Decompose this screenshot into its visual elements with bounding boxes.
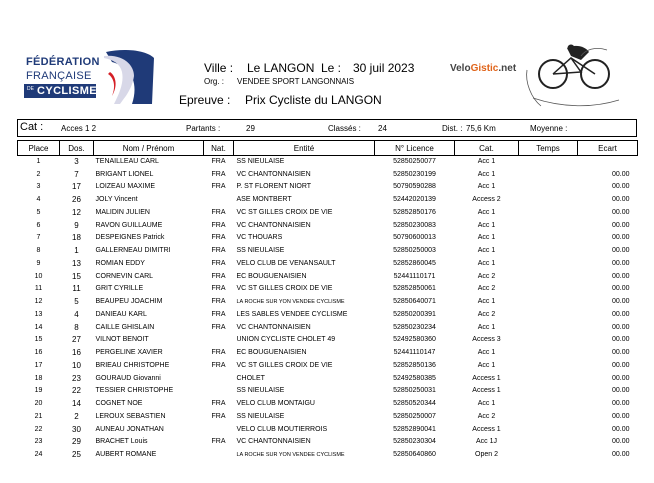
cell-nationality xyxy=(204,449,234,462)
cell-time xyxy=(519,245,578,258)
cell-gap: 00.00 xyxy=(611,170,630,178)
cell-place: 16 xyxy=(34,349,43,357)
table-row xyxy=(18,372,638,385)
cell-place: 2 xyxy=(36,170,41,178)
cell-name: AUNEAU JONATHAN xyxy=(95,425,164,433)
cell-place: 5 xyxy=(36,208,41,216)
cell-time xyxy=(519,207,578,220)
cell-gap: 00.00 xyxy=(611,323,630,331)
cell-time xyxy=(519,423,578,436)
cell-entity: LA ROCHE SUR YON VENDEE CYCLISME xyxy=(236,299,345,306)
federation-logo-line1: FÉDÉRATION xyxy=(26,56,100,68)
cell-name: BRIEAU CHRISTOPHE xyxy=(95,361,170,369)
table-row xyxy=(18,232,638,245)
cell-dossard: 7 xyxy=(74,169,79,179)
cell-licence: 50790600013 xyxy=(393,234,436,242)
distance-value: 75,6 Km xyxy=(466,124,496,133)
cell-gap: 00.00 xyxy=(611,438,630,446)
cell-dossard: 3 xyxy=(74,157,79,167)
cell-nationality: FRA xyxy=(211,234,226,242)
cell-nationality: FRA xyxy=(211,412,226,420)
cell-place: 3 xyxy=(36,183,41,191)
cell-licence: 52852850061 xyxy=(393,285,436,293)
column-header-time: Temps xyxy=(519,141,578,156)
race-name: Prix Cycliste du LANGON xyxy=(245,93,382,107)
velogistic-part3: .net xyxy=(498,63,517,74)
cell-category: Acc 1 xyxy=(477,349,496,357)
cell-nationality xyxy=(204,194,234,207)
race-info-bar xyxy=(17,119,637,137)
cell-dossard: 12 xyxy=(72,207,81,217)
table-row xyxy=(18,360,638,373)
cell-name: GALLERNEAU DIMITRI xyxy=(95,247,171,255)
cell-licence: 52850640860 xyxy=(393,451,436,459)
distance-label: Dist. : xyxy=(442,124,463,133)
results-table xyxy=(17,140,638,462)
cell-time xyxy=(519,385,578,398)
cell-category: Acc 1 xyxy=(477,208,496,216)
organizer-value: VENDEE SPORT LANGONNAIS xyxy=(237,77,355,86)
cell-category: Acc 1 xyxy=(477,361,496,369)
cell-name: DESPEIGNES Patrick xyxy=(95,234,165,242)
cell-licence: 52852860045 xyxy=(393,259,436,267)
cell-dossard: 25 xyxy=(72,450,81,460)
federation-swoosh-icon xyxy=(94,46,158,110)
cell-place: 11 xyxy=(34,285,43,293)
cell-gap: 00.00 xyxy=(611,208,630,216)
column-header-place: Place xyxy=(18,141,60,156)
table-row xyxy=(18,168,638,181)
cell-licence: 52492580385 xyxy=(393,374,436,382)
cell-entity: CHOLET xyxy=(236,374,265,382)
velogistic-logo xyxy=(450,63,516,74)
cell-place: 6 xyxy=(36,221,41,229)
cell-time xyxy=(519,232,578,245)
cell-gap: 00.00 xyxy=(611,272,630,280)
cell-licence: 52852850176 xyxy=(393,208,436,216)
cell-dossard: 14 xyxy=(72,399,81,409)
cell-entity: VC CHANTONNAISIEN xyxy=(236,221,311,229)
cell-dossard: 9 xyxy=(74,220,79,230)
cell-nationality: FRA xyxy=(211,361,226,369)
cell-time xyxy=(519,411,578,424)
cell-name: ROMIAN EDDY xyxy=(95,259,145,267)
race-label: Epreuve : xyxy=(179,93,231,107)
cell-category: Acc 1 xyxy=(477,234,496,242)
cell-place: 24 xyxy=(34,451,43,459)
cell-entity: P. ST FLORENT NIORT xyxy=(236,183,312,191)
column-header-category: Cat. xyxy=(455,141,519,156)
cell-place: 7 xyxy=(36,234,41,242)
cell-dossard: 10 xyxy=(72,360,81,370)
ville-value: Le LANGON xyxy=(247,61,315,75)
cell-licence: 52852890041 xyxy=(393,425,436,433)
cell-gap: 00.00 xyxy=(611,285,630,293)
cell-place: 10 xyxy=(34,272,43,280)
table-row xyxy=(18,283,638,296)
cell-name: BRIGANT LIONEL xyxy=(95,170,154,178)
cell-licence: 52850250077 xyxy=(393,158,436,166)
cell-gap: 00.00 xyxy=(611,259,630,267)
table-row xyxy=(18,245,638,258)
cell-entity: VELO CLUB DE VENANSAULT xyxy=(236,259,336,267)
cell-place: 18 xyxy=(34,374,43,382)
cell-time xyxy=(519,181,578,194)
cell-entity: EC BOUGUENAISIEN xyxy=(236,349,307,357)
cell-name: LOIZEAU MAXIME xyxy=(95,183,156,191)
cell-dossard: 4 xyxy=(74,309,79,319)
cell-time xyxy=(519,194,578,207)
cell-entity: VC ST GILLES CROIX DE VIE xyxy=(236,285,333,293)
cell-place: 15 xyxy=(34,336,43,344)
table-row xyxy=(18,207,638,220)
cell-dossard: 1 xyxy=(74,246,79,256)
cell-category: Access 2 xyxy=(472,196,501,204)
cell-name: CAILLE GHISLAIN xyxy=(95,323,155,331)
table-row xyxy=(18,270,638,283)
cell-time xyxy=(519,360,578,373)
classes-value: 24 xyxy=(378,124,387,133)
cell-licence: 52441110147 xyxy=(393,349,436,357)
cell-nationality xyxy=(204,372,234,385)
cell-nationality: FRA xyxy=(211,272,226,280)
cell-category: Access 1 xyxy=(472,374,501,382)
cell-nationality: FRA xyxy=(211,259,226,267)
cell-gap: 00.00 xyxy=(611,196,630,204)
cell-licence: 52850250007 xyxy=(393,412,436,420)
cell-category: Acc 1 xyxy=(477,170,496,178)
cell-category: Acc 1 xyxy=(477,298,496,306)
cell-category: Acc 2 xyxy=(477,285,496,293)
cell-dossard: 26 xyxy=(72,195,81,205)
cell-licence: 52850230083 xyxy=(393,221,436,229)
cell-dossard: 13 xyxy=(72,258,81,268)
federation-logo-cyclisme: CYCLISME xyxy=(37,85,98,97)
cell-gap: 00.00 xyxy=(611,349,630,357)
cell-time xyxy=(519,436,578,449)
cell-gap: 00.00 xyxy=(611,234,630,242)
table-row xyxy=(18,156,638,169)
cell-time xyxy=(519,283,578,296)
column-header-nationality: Nat. xyxy=(204,141,234,156)
table-row xyxy=(18,423,638,436)
cell-entity: VC ST GILLES CROIX DE VIE xyxy=(236,361,333,369)
cell-place: 9 xyxy=(36,259,41,267)
category-label: Cat : xyxy=(20,121,44,133)
cell-name: DANIEAU KARL xyxy=(95,310,147,318)
cell-nationality: FRA xyxy=(211,170,226,178)
cell-licence: 52850250003 xyxy=(393,247,436,255)
cell-place: 14 xyxy=(34,323,43,331)
cell-category: Acc 2 xyxy=(477,272,496,280)
cell-dossard: 23 xyxy=(72,373,81,383)
partants-label: Partants : xyxy=(186,124,221,133)
cell-entity: LA ROCHE SUR YON VENDEE CYCLISME xyxy=(236,452,345,459)
cell-licence: 52850230199 xyxy=(393,170,436,178)
table-row xyxy=(18,219,638,232)
cell-entity: VC CHANTONNAISIEN xyxy=(236,438,311,446)
table-row xyxy=(18,309,638,322)
cell-name: BEAUPEU JOACHIM xyxy=(95,298,163,306)
cell-nationality: FRA xyxy=(211,158,226,166)
cell-time xyxy=(519,219,578,232)
cell-dossard: 11 xyxy=(72,284,81,294)
cell-name: BRACHET Louis xyxy=(95,438,148,446)
club-cyclist-logo-icon xyxy=(523,42,623,114)
cell-category: Acc 2 xyxy=(477,310,496,318)
cell-dossard: 5 xyxy=(74,297,79,307)
cell-nationality: FRA xyxy=(211,310,226,318)
cell-nationality: FRA xyxy=(211,298,226,306)
cell-place: 1 xyxy=(36,158,41,166)
cell-place: 4 xyxy=(36,196,41,204)
cell-place: 17 xyxy=(34,361,43,369)
cell-time xyxy=(519,156,578,169)
cell-nationality: FRA xyxy=(211,400,226,408)
cell-place: 12 xyxy=(34,298,43,306)
cell-dossard: 8 xyxy=(74,322,79,332)
cell-dossard: 30 xyxy=(72,424,81,434)
cell-gap: 00.00 xyxy=(611,387,630,395)
cell-gap: 00.00 xyxy=(611,247,630,255)
cell-place: 19 xyxy=(34,387,43,395)
cell-entity: VC CHANTONNAISIEN xyxy=(236,170,311,178)
cell-name: MALIDIN JULIEN xyxy=(95,208,150,216)
cell-name: CORNEVIN CARL xyxy=(95,272,154,280)
cell-name: TENAILLEAU CARL xyxy=(95,158,159,166)
federation-logo-line2: FRANÇAISE xyxy=(26,70,92,82)
cell-name: PERGELINE XAVIER xyxy=(95,349,163,357)
cell-dossard: 2 xyxy=(74,411,79,421)
cell-name: AUBERT ROMANE xyxy=(95,451,157,459)
cell-licence: 52850250031 xyxy=(393,387,436,395)
cell-entity: SS NIEULAISE xyxy=(236,387,285,395)
cell-licence: 52850230234 xyxy=(393,323,436,331)
cell-nationality xyxy=(204,334,234,347)
cell-licence: 52850520344 xyxy=(393,400,436,408)
column-header-gap: Ecart xyxy=(578,141,638,156)
cell-licence: 50790590288 xyxy=(393,183,436,191)
moyenne-label: Moyenne : xyxy=(530,124,568,133)
cell-category: Access 1 xyxy=(472,387,501,395)
cell-name: COGNET NOE xyxy=(95,400,143,408)
cell-gap: 00.00 xyxy=(611,183,630,191)
cell-entity: VC ST GILLES CROIX DE VIE xyxy=(236,208,333,216)
date-value: 30 juil 2023 xyxy=(353,61,415,75)
category-value: Acces 1 2 xyxy=(61,124,97,133)
cell-entity: VELO CLUB MONTAIGU xyxy=(236,400,315,408)
cell-category: Access 1 xyxy=(472,425,501,433)
table-row xyxy=(18,296,638,309)
cell-gap: 00.00 xyxy=(611,310,630,318)
cell-gap xyxy=(578,156,638,169)
cell-gap: 00.00 xyxy=(611,400,630,408)
cell-time xyxy=(519,372,578,385)
cell-time xyxy=(519,449,578,462)
cell-gap: 00.00 xyxy=(611,425,630,433)
cell-licence: 52850200391 xyxy=(393,310,436,318)
cell-name: RAVON GUILLAUME xyxy=(95,221,163,229)
cell-time xyxy=(519,398,578,411)
cell-time xyxy=(519,321,578,334)
cell-nationality: FRA xyxy=(211,438,226,446)
cell-category: Acc 1 xyxy=(477,323,496,331)
cell-category: Acc 1 xyxy=(477,259,496,267)
cell-nationality xyxy=(204,423,234,436)
cell-dossard: 29 xyxy=(72,437,81,447)
cell-entity: ASE MONTBERT xyxy=(236,196,292,204)
column-header-dossard: Dos. xyxy=(60,141,94,156)
cell-place: 20 xyxy=(34,400,43,408)
cell-time xyxy=(519,309,578,322)
cell-licence: 52852850136 xyxy=(393,361,436,369)
table-row xyxy=(18,449,638,462)
cell-nationality xyxy=(204,385,234,398)
cell-place: 22 xyxy=(34,425,43,433)
cell-name: JOLY Vincent xyxy=(95,196,138,204)
cell-place: 21 xyxy=(34,412,43,420)
velogistic-part2: Gistic xyxy=(470,63,499,74)
cell-licence: 52850230304 xyxy=(393,438,436,446)
cell-licence: 52492580360 xyxy=(393,336,436,344)
table-row xyxy=(18,385,638,398)
cell-licence: 52441110171 xyxy=(393,272,436,280)
cell-category: Access 3 xyxy=(472,336,501,344)
cell-category: Acc 1 xyxy=(477,158,496,166)
cell-entity: VELO CLUB MOUTIERROIS xyxy=(236,425,328,433)
table-row xyxy=(18,398,638,411)
cell-place: 8 xyxy=(36,247,41,255)
results-table-body xyxy=(18,156,638,462)
cell-time xyxy=(519,270,578,283)
cell-time xyxy=(519,258,578,271)
cell-gap: 00.00 xyxy=(611,451,630,459)
cell-entity: SS NIEULAISE xyxy=(236,412,285,420)
cell-name: GOURAUD Giovanni xyxy=(95,374,161,382)
cell-dossard: 15 xyxy=(72,271,81,281)
table-row xyxy=(18,334,638,347)
column-header-name: Nom / Prénom xyxy=(94,141,204,156)
cell-gap: 00.00 xyxy=(611,298,630,306)
federation-logo-de: DE xyxy=(27,86,34,92)
cell-entity: VC CHANTONNAISIEN xyxy=(236,323,311,331)
table-header-row xyxy=(18,141,638,156)
cell-time xyxy=(519,334,578,347)
cell-dossard: 22 xyxy=(72,386,81,396)
cell-nationality: FRA xyxy=(211,247,226,255)
cell-entity: SS NIEULAISE xyxy=(236,158,285,166)
table-row xyxy=(18,194,638,207)
cell-category: Open 2 xyxy=(475,451,498,459)
cell-name: LEROUX SEBASTIEN xyxy=(95,412,166,420)
column-header-entity: Entité xyxy=(234,141,375,156)
table-row xyxy=(18,347,638,360)
ville-label: Ville : xyxy=(204,61,234,75)
cell-nationality: FRA xyxy=(211,323,226,331)
cell-category: Acc 1 xyxy=(477,183,496,191)
cell-gap: 00.00 xyxy=(611,221,630,229)
date-label: Le : xyxy=(321,61,342,75)
cell-gap: 00.00 xyxy=(611,412,630,420)
table-row xyxy=(18,258,638,271)
cell-entity: LES SABLES VENDEE CYCLISME xyxy=(236,310,348,318)
table-row xyxy=(18,181,638,194)
cell-entity: VC THOUARS xyxy=(236,234,283,242)
cell-dossard: 17 xyxy=(72,182,81,192)
cell-nationality: FRA xyxy=(211,349,226,357)
cell-name: TESSIER CHRISTOPHE xyxy=(95,387,174,395)
cell-nationality: FRA xyxy=(211,221,226,229)
cell-category: Acc 1J xyxy=(475,438,497,446)
cell-dossard: 16 xyxy=(72,348,81,358)
cell-name: GRIT CYRILLE xyxy=(95,285,144,293)
cell-licence: 52850640071 xyxy=(393,298,436,306)
table-row xyxy=(18,411,638,424)
cell-nationality: FRA xyxy=(211,208,226,216)
column-header-licence: N° Licence xyxy=(375,141,455,156)
cell-dossard: 18 xyxy=(72,233,81,243)
cell-nationality: FRA xyxy=(211,183,226,191)
cell-gap: 00.00 xyxy=(611,336,630,344)
cell-entity: EC BOUGUENAISIEN xyxy=(236,272,307,280)
cell-time xyxy=(519,168,578,181)
cell-licence: 52442020139 xyxy=(393,196,436,204)
velogistic-part1: Velo xyxy=(450,63,471,74)
cell-dossard: 27 xyxy=(72,335,81,345)
cell-time xyxy=(519,347,578,360)
cell-entity: UNION CYCLISTE CHOLET 49 xyxy=(236,336,336,344)
table-row xyxy=(18,321,638,334)
cell-category: Acc 1 xyxy=(477,221,496,229)
cell-gap: 00.00 xyxy=(611,361,630,369)
cell-place: 23 xyxy=(34,438,43,446)
cell-category: Acc 2 xyxy=(477,412,496,420)
cell-nationality: FRA xyxy=(211,285,226,293)
table-row xyxy=(18,436,638,449)
partants-value: 29 xyxy=(246,124,255,133)
cell-category: Acc 1 xyxy=(477,247,496,255)
classes-label: Classés : xyxy=(328,124,361,133)
cell-category: Acc 1 xyxy=(477,400,496,408)
cell-entity: SS NIEULAISE xyxy=(236,247,285,255)
cell-name: VILNOT BENOIT xyxy=(95,336,149,344)
organizer-label: Org. : xyxy=(204,77,225,86)
cell-gap: 00.00 xyxy=(611,374,630,382)
cell-place: 13 xyxy=(34,310,43,318)
cell-time xyxy=(519,296,578,309)
